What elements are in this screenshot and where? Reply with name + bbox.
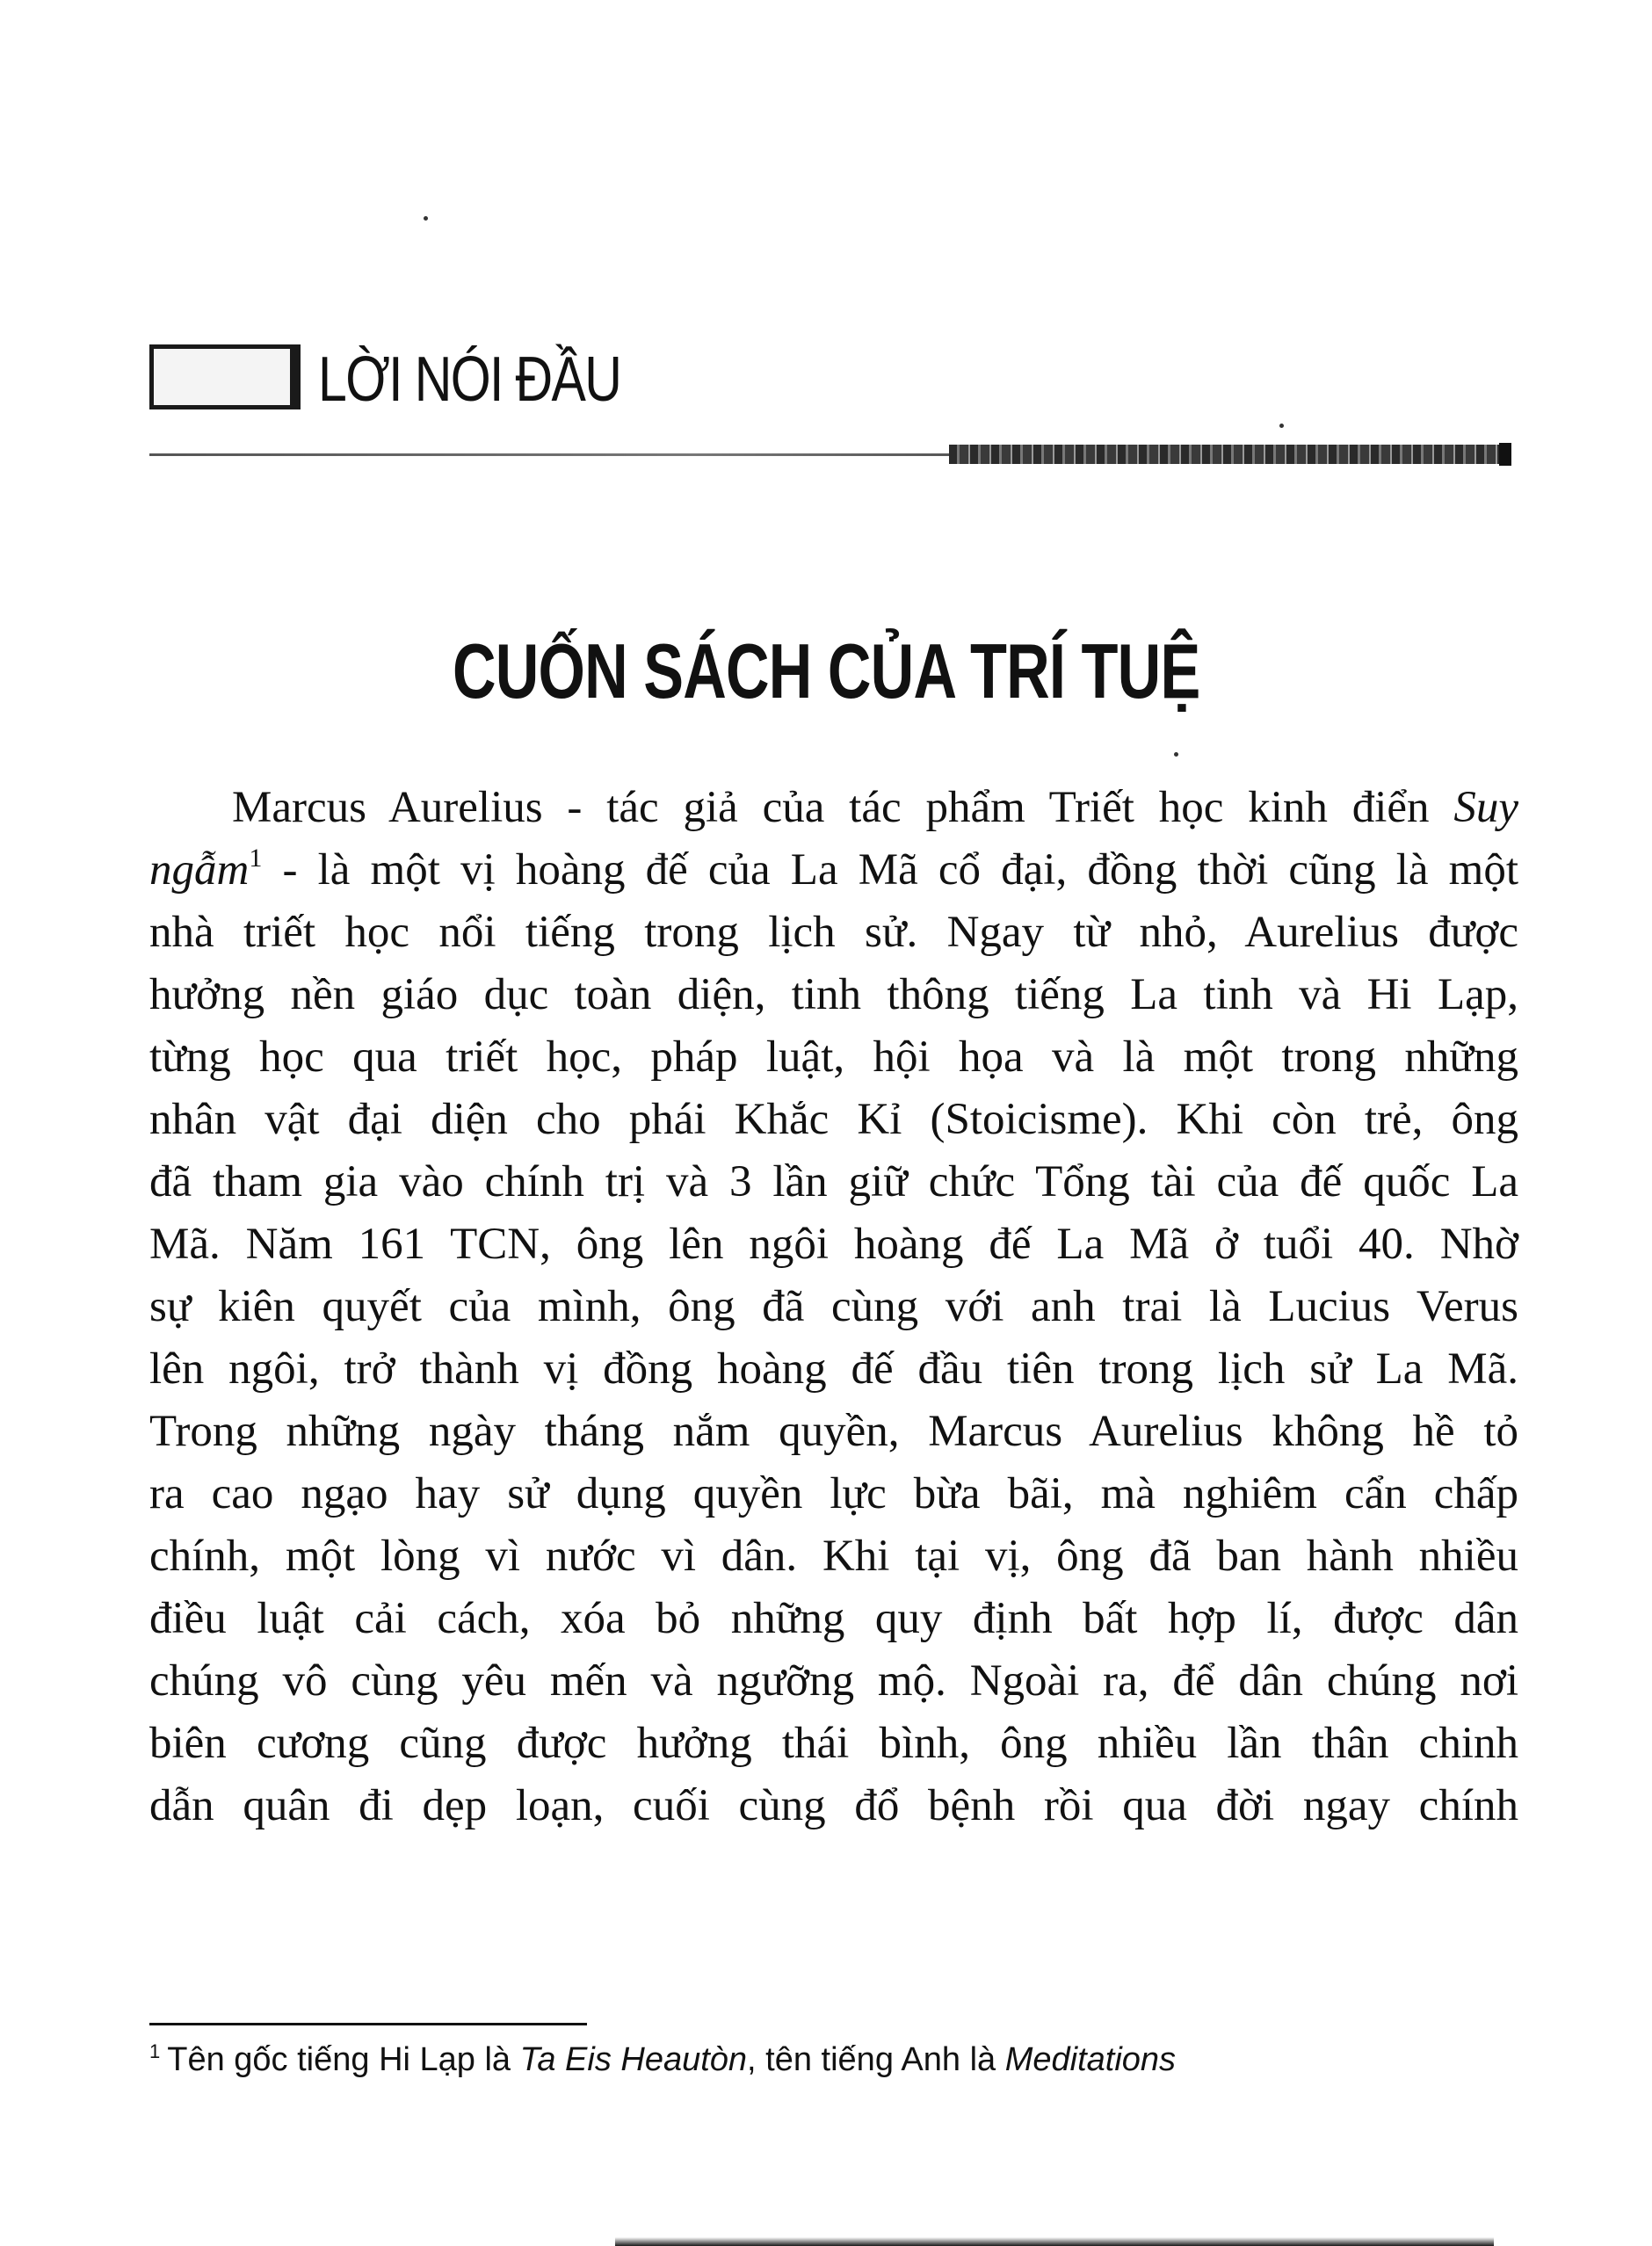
body-line: dẫn quân đi dẹp loạn, cuối cùng đổ bệnh rồi qua đời ngay chính (149, 1781, 1518, 1830)
body-line: biên cương cũng được hưởng thái bình, ông nhiều lần thân chinh (149, 1719, 1518, 1768)
body-line: sự kiên quyết của mình, ông đã cùng với anh trai là Lucius Verus (149, 1282, 1518, 1331)
footnote: $^1$ Tên gốc tiếng Hi Lạp là Ta Eis Heautòn, tên tiếng Anh là Meditations (149, 2040, 1177, 2078)
section-header-box (149, 344, 301, 409)
body-line: điều luật cải cách, xóa bỏ những quy định bất hợp lí, được dân (149, 1594, 1518, 1643)
footnote-number: 1 (149, 2040, 161, 2062)
body-line: từng học qua triết học, pháp luật, hội họa và là một trong những (149, 1032, 1518, 1082)
body-line: chúng vô cùng yêu mến và ngưỡng mộ. Ngoài ra, để dân chúng nơi (149, 1656, 1518, 1706)
body-line: lên ngôi, trở thành vị đồng hoàng đế đầu tiên trong lịch sử La Mã. (149, 1344, 1518, 1394)
footnote-reference: 1 (249, 844, 263, 873)
italic-book-title: ngẫm (149, 845, 250, 895)
body-paragraph (149, 777, 1518, 1837)
body-line: ngẫm$^1$ - là một vị hoàng đế của La Mã cổ đại, đồng thời cũng là một (149, 844, 1518, 895)
body-line: đã tham gia vào chính trị và 3 lần giữ chức Tổng tài của đế quốc La (149, 1157, 1518, 1206)
body-line: Trong những ngày tháng nắm quyền, Marcus Aurelius không hề tỏ (149, 1407, 1518, 1456)
footnote-greek-title: Ta Eis Heautòn (519, 2041, 748, 2078)
footnote-english-title: Meditations (1004, 2041, 1177, 2078)
body-line: ra cao ngạo hay sử dụng quyền lực bừa bãi, mà nghiêm cẩn chấp (149, 1469, 1518, 1518)
section-header-rule (149, 445, 1511, 466)
print-speck (424, 216, 428, 221)
body-line: Mã. Năm 161 TCN, ông lên ngôi hoàng đế La Mã ở tuổi 40. Nhờ (149, 1220, 1518, 1269)
footnote-divider (149, 2023, 587, 2025)
page-bottom-edge (615, 2237, 1494, 2246)
body-line: hưởng nền giáo dục toàn diện, tinh thông tiếng La tinh và Hi Lạp, (149, 970, 1518, 1019)
italic-book-title: Suy (1453, 783, 1518, 832)
print-speck (1279, 424, 1284, 428)
body-line: chính, một lòng vì nước vì dân. Khi tại vị, ông đã ban hành nhiều (149, 1532, 1518, 1581)
chapter-title: CUỐN SÁCH CỦA TRÍ TUỆ (452, 627, 1200, 714)
body-line: nhà triết học nổi tiếng trong lịch sử. Ngay từ nhỏ, Aurelius được (149, 908, 1518, 957)
body-line: nhân vật đại diện cho phái Khắc Kỉ (Stoicisme). Khi còn trẻ, ông (149, 1095, 1518, 1144)
body-line: Marcus Aurelius - tác giả của tác phẩm Triết học kinh điển Suy (232, 783, 1518, 832)
print-speck (1174, 752, 1178, 757)
section-title: LỜI NÓI ĐẦU (318, 344, 621, 415)
